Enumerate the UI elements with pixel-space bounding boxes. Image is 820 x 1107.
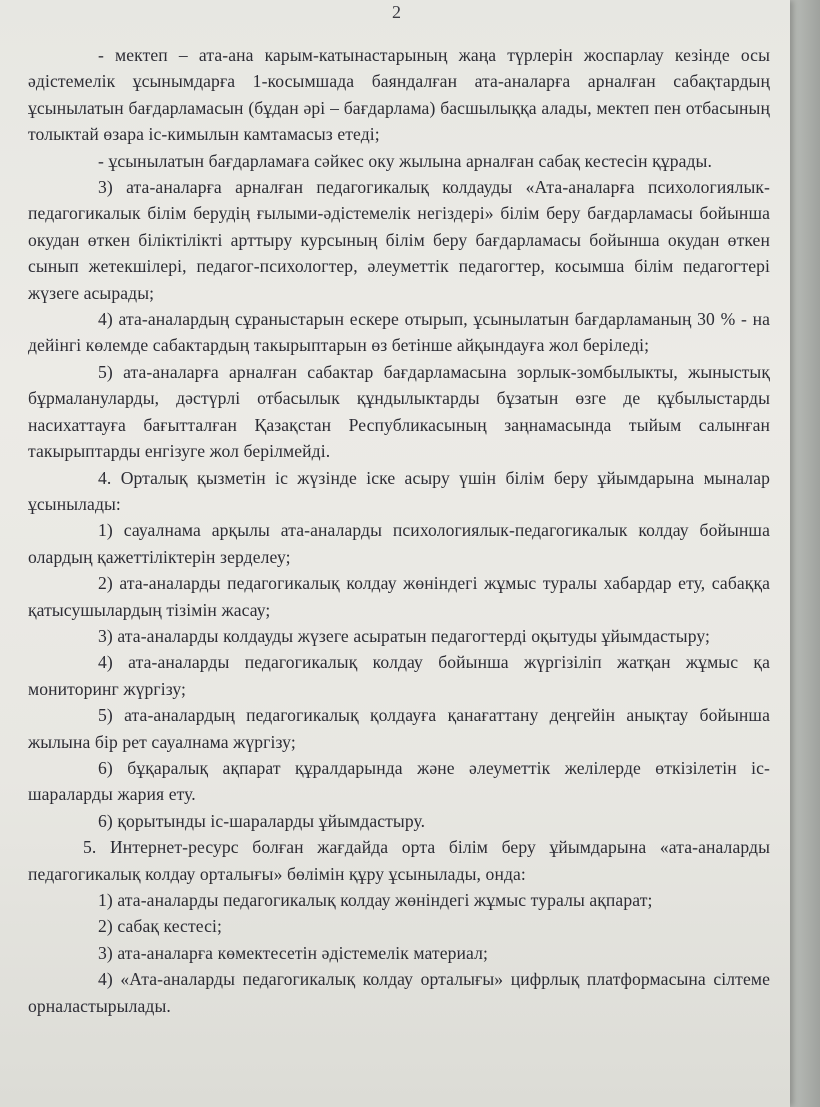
list-item-info: 1) ата-аналарды педагогикалық колдау жөніндегі жұмыс туралы ақпарат; bbox=[98, 890, 653, 910]
paragraph-school-plans: - мектеп – ата-ана карым-катынастарының жаңа түрлерін жоспарлау кезінде осы әдістемелік ұсынымдарға 1-косымшада баяндалған ата-аналарға арналған сабақтардың ұсынылатын бағдарламасын (бұдан әрі – бағдарлама) басшылыққа алады, мектеп пен отбасының толыктай өзара іс-кимылын камтамасыз етеді; bbox=[28, 45, 770, 145]
list-item-media: 6) бұқаралық ақпарат құралдарында және әлеуметтік желілерде өткізілетін іс-шараларды жария ету. bbox=[28, 757, 770, 805]
list-item-satisfaction-survey: 5) ата-аналардың педагогикалық қолдауға қанағаттану деңгейін анықтау бойынша жылына бір рет сауалнама жүргізу; bbox=[28, 705, 770, 752]
list-item-schedule: 2) сабақ кестесі; bbox=[98, 916, 222, 937]
list-item-monitoring: 4) ата-аналарды педагогикалық колдау бойынша жүргізіліп жатқан жұмыс қа мониторинг жүргізу; bbox=[28, 652, 770, 699]
paragraph-section-4-heading: 4. Орталық қызметін іс жүзінде іске асыру үшін білім беру ұйымдарына мыналар ұсынылады: bbox=[28, 467, 770, 514]
paragraph-item-4-topics: 4) ата-аналардың сұраныстарын ескере отырып, ұсынылатын бағдарламаның 30 % - на дейінгі көлемде сабактардың такырыптарын өз бетінше айқындауға жол беріледі; bbox=[28, 309, 770, 356]
paragraph-item-5-restrictions: 5) ата-аналарға арналған сабактар бағдарламасына зорлык-зомбылыкты, жыныстық бұрмалануларды, дәстүрлі отбасылык құндылыктарды бұзатын өзге де құбылыстарды насихаттауға бағытталған Қазақстан Республикасының заңнамасында тыйым салынған такырыптарды енгізуге жол берілмейді. bbox=[28, 361, 770, 462]
document-body bbox=[28, 42, 770, 1019]
paragraph-item-3-teachers: 3) ата-аналарға арналған педагогикалық колдауды «Ата-аналарға психологиялык-педагогикалык білім берудің ғылыми-әдістемелік негіздері» білім беру бағдарламасы бойынша окудан өткен біліктілікті арттыру курсының білім беру бағдарламасы бойынша окудан өткен сынып жетекшілері, педагог-психологтер, әлеуметтік педагогтер, косымша білім педагогтері жүзеге асырады; bbox=[28, 177, 770, 303]
list-item-inform: 2) ата-аналарды педагогикалық колдау жөніндегі жұмыс туралы хабардар ету, сабаққа қатысушылардың тізімін жасау; bbox=[28, 573, 770, 620]
paragraph-schedule: - ұсынылатын бағдарламаға сәйкес оку жылына арналған сабақ кестесін құрады. bbox=[98, 150, 712, 171]
paragraph-section-5-heading: 5. Интернет-ресурс болған жағдайда орта білім беру ұйымдарына «ата-аналарды педагогикалық колдау орталығы» бөлімін құру ұсынылады, онда: bbox=[28, 837, 770, 884]
list-item-final-events: 6) қорытынды іс-шараларды ұйымдастыру. bbox=[98, 810, 426, 831]
list-item-materials: 3) ата-аналарға көмектесетін әдістемелік материал; bbox=[98, 942, 488, 963]
list-item-survey: 1) сауалнама арқылы ата-аналарды психологиялык-педагогикалык колдау бойынша олардың қажеттіліктерін зерделеу; bbox=[28, 520, 770, 567]
page-number: 2 bbox=[392, 2, 401, 22]
list-item-training: 3) ата-аналарды колдауды жүзеге асыратын педагогтерді оқытуды ұйымдастыру; bbox=[98, 625, 711, 646]
list-item-platform-link: 4) «Ата-аналарды педагогикалық колдау орталығы» цифрлық платформасына сілтеме орналастырылады. bbox=[28, 969, 770, 1016]
